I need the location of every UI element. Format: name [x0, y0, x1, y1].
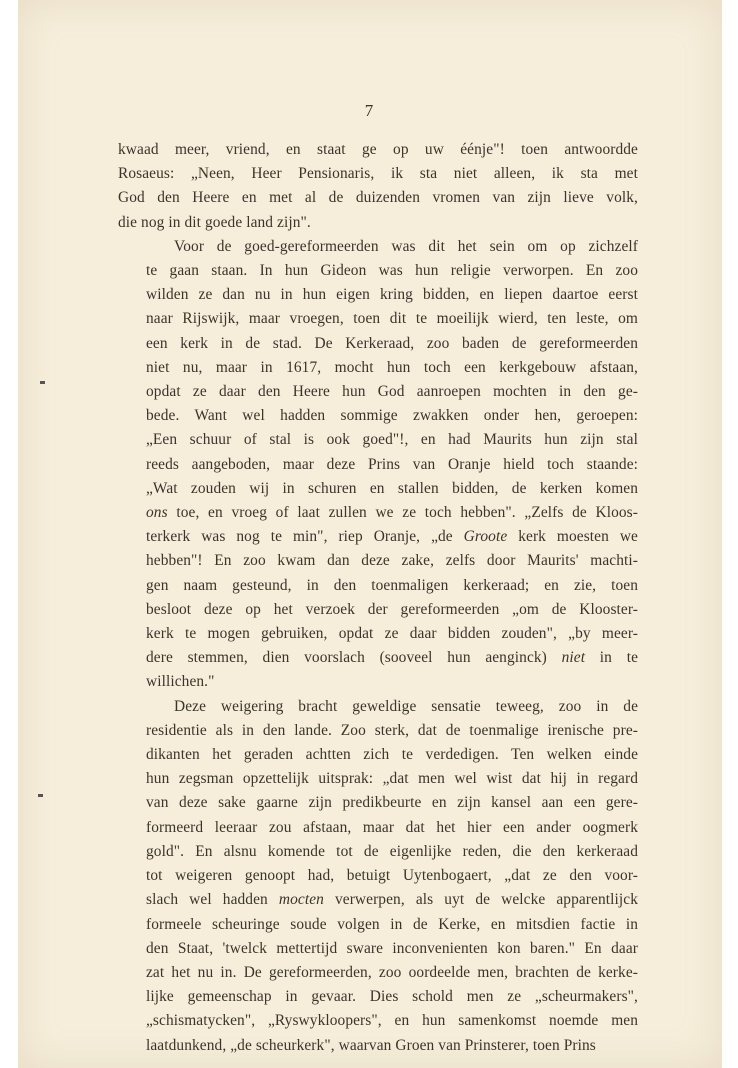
text-line: Rosaeus: „Neen, Heer Pensionaris, ik sta niet alleen, ik sta met: [118, 165, 638, 183]
emphasis: Groote: [463, 528, 508, 546]
paragraph: [118, 138, 638, 235]
text-line: lijke gemeenschap in gevaar. Dies schold men ze „scheurmakers",: [146, 988, 638, 1006]
text-line: hun zegsman opzettelijk uitsprak: „dat men wel wist dat hij in regard: [146, 770, 638, 788]
text-line: Voor de goed-gereformeerden was dit het sein om op zichzelf: [174, 237, 638, 255]
text-line: reeds aangeboden, maar deze Prins van Oranje hield toch staande:: [146, 455, 638, 473]
text-line: gold". En alsnu komende tot de eigenlijke reden, die den kerkeraad: [146, 842, 638, 860]
text-line: zat het nu in. De gereformeerden, zoo oordeelde men, brachten de kerke-: [146, 963, 638, 981]
text-line: een kerk in de stad. De Kerkeraad, zoo baden de gereformeerden: [146, 334, 638, 352]
text-line: slach wel hadden mocten verwerpen, als uyt de welcke apparentlijck: [146, 891, 638, 909]
emphasis: ons: [146, 504, 168, 522]
text-line: „Wat zouden wij in schuren en stallen bidden, de kerken komen: [146, 479, 638, 497]
text-line: hebben"! En zoo kwam dan deze zake, zelfs door Maurits' machti-: [146, 552, 638, 570]
text-line: van deze sake gaarne zijn predikbeurte en zijn kansel aan een gere-: [146, 794, 638, 812]
text-line: kwaad meer, vriend, en staat ge op uw éénje"! toen antwoordde: [118, 141, 638, 158]
text-line: den Staat, 'twelck mettertijd sware inconvenienten kon baren." En daar: [146, 939, 638, 957]
text-line: laatdunkend, „de scheurkerk", waarvan Groen van Prinsterer, toen Prins: [146, 1036, 596, 1054]
text-line: die nog in dit goede land zijn".: [118, 213, 311, 231]
text-line: ons toe, en vroeg of laat zullen we ze toch hebben". „Zelfs de Kloos-: [146, 504, 638, 522]
text-line: „schismatycken", „Ryswykloopers", en hun samenkomst noemde men: [146, 1012, 638, 1030]
text-line: residentie als in den lande. Zoo sterk, dat de toenmalige irenische pre-: [146, 721, 638, 739]
text-line: wilden ze dan nu in hun eigen kring bidden, en liepen daartoe eerst: [146, 286, 638, 304]
emphasis: niet: [561, 649, 586, 667]
text-line: naar Rijswijk, maar vroegen, toen dit te moeilijk wierd, ten leste, om: [146, 310, 638, 328]
text-line: te gaan staan. In hun Gideon was hun religie verworpen. En zoo: [146, 262, 638, 280]
body-text: [118, 138, 638, 1058]
page-number: 7: [364, 101, 374, 120]
text-line: bede. Want wel hadden sommige zwakken onder hen, geroepen:: [146, 407, 638, 425]
text-line: niet nu, maar in 1617, mocht hun toch een kerkgebouw afstaan,: [146, 358, 638, 376]
text-line: gen naam gesteund, in den toenmaligen kerkeraad; en zie, toen: [146, 576, 638, 594]
text-line: „Een schuur of stal is ook goed"!, en had Maurits hun zijn stal: [146, 431, 638, 449]
text-line: willichen.": [146, 673, 215, 691]
text-line: dere stemmen, dien voorslach (sooveel hun aenginck) niet in te: [146, 649, 638, 667]
text-line: kerk te mogen gebruiken, opdat ze daar bidden zouden", „by meer-: [146, 625, 638, 643]
text-line: terkerk was nog te min", riep Oranje, „de Groote kerk moesten we: [146, 528, 638, 546]
margin-mark: [38, 794, 43, 797]
text-line: God den Heere en met al de duizenden vromen van zijn lieve volk,: [118, 189, 638, 207]
text-line: opdat ze daar den Heere hun God aanroepen mochten in den ge-: [146, 383, 638, 401]
text-line: tot weigeren genoopt had, betuigt Uytenbogaert, „dat ze den voor-: [146, 867, 638, 885]
text-line: Deze weigering bracht geweldige sensatie teweeg, zoo in de: [174, 697, 638, 715]
text-line: formeerd leeraar zou afstaan, maar dat het hier een ander oogmerk: [146, 818, 638, 836]
paragraph: [118, 235, 638, 695]
paragraph: [118, 695, 638, 1058]
emphasis: mocten: [278, 891, 324, 909]
text-line: besloot deze op het verzoek der gereformeerden „om de Klooster-: [146, 600, 638, 618]
margin-mark: [40, 381, 45, 384]
text-line: dikanten het geraden achtten zich te verdedigen. Ten welken einde: [146, 746, 638, 764]
text-line: formeele scheuringe soude volgen in de Kerke, en mitsdien factie in: [146, 915, 638, 933]
